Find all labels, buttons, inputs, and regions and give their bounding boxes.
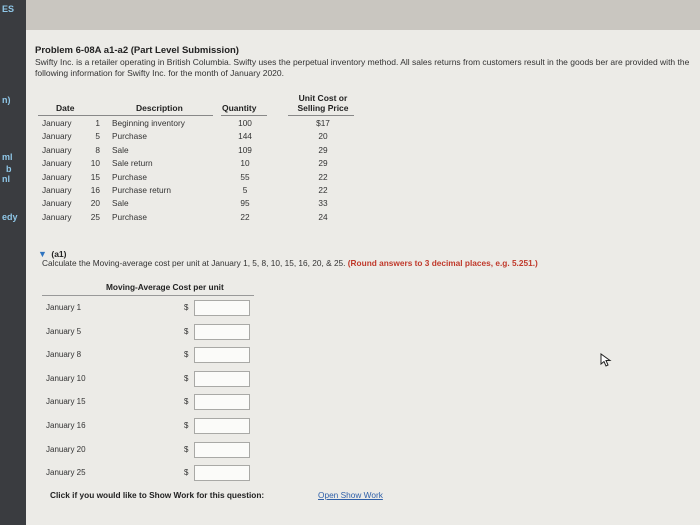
moving-average-cost-input[interactable] xyxy=(194,465,250,481)
moving-average-cost-input[interactable] xyxy=(194,347,250,363)
cell-day: 20 xyxy=(90,198,100,209)
cell-month: January xyxy=(42,118,72,128)
cell-month: January xyxy=(42,144,72,155)
cell-quantity: 55 xyxy=(240,171,250,182)
answer-row-label: January 20 xyxy=(46,444,86,454)
cell-quantity: 10 xyxy=(240,158,250,169)
currency-symbol: $ xyxy=(184,397,189,407)
cell-quantity: 95 xyxy=(240,198,250,209)
currency-symbol: $ xyxy=(184,421,189,430)
cell-quantity: 144 xyxy=(238,131,252,142)
cell-day: 8 xyxy=(95,144,100,155)
cell-day: 1 xyxy=(95,118,100,128)
sidebar-tag: ES xyxy=(2,4,15,14)
cell-price: 29 xyxy=(318,158,328,169)
rounding-note: (Round answers to 3 decimal places, e.g. 5.251.) xyxy=(347,258,538,268)
question-instruction xyxy=(42,258,538,268)
cell-description: Sale return xyxy=(112,158,153,169)
cell-day: 10 xyxy=(90,158,100,169)
mac-column-header: Moving-Average Cost per unit xyxy=(106,282,224,292)
cell-day: 25 xyxy=(90,211,100,222)
answer-row-label: January 25 xyxy=(46,468,86,478)
header-divider xyxy=(288,115,354,116)
cell-quantity: 100 xyxy=(238,118,252,128)
moving-average-cost-input[interactable] xyxy=(194,394,250,410)
sidebar-tag: nl xyxy=(2,174,10,184)
cell-description: Purchase xyxy=(112,131,148,142)
problem-title: Problem 6-08A a1-a2 (Part Level Submission) xyxy=(35,45,239,56)
sidebar-tag: edy xyxy=(2,212,18,222)
collapse-arrow-icon[interactable]: ▼ xyxy=(38,249,47,259)
cell-quantity: 109 xyxy=(238,144,252,155)
question-label: (a1) xyxy=(51,249,67,259)
cell-description: Purchase xyxy=(112,211,148,222)
col-header-date: Date xyxy=(56,103,75,113)
col-header-description: Description xyxy=(136,103,183,113)
sidebar-tag: b xyxy=(6,164,12,174)
currency-symbol: $ xyxy=(184,350,189,360)
header-divider xyxy=(38,115,213,116)
left-sidebar xyxy=(0,0,26,525)
currency-symbol: $ xyxy=(184,468,189,478)
cell-description: Sale xyxy=(112,144,129,155)
open-show-work-link[interactable]: Open Show Work xyxy=(318,490,383,500)
sidebar-tag: ml xyxy=(2,152,13,162)
instruction-text: Calculate the Moving-average cost per unit at January 1, 5, 8, 10, 15, 16, 20, & 25. xyxy=(42,258,346,268)
cell-price: $17 xyxy=(316,118,330,128)
col-header-selling-price: Selling Price xyxy=(297,103,349,113)
cell-month: January xyxy=(42,131,72,142)
currency-symbol: $ xyxy=(184,373,189,383)
currency-symbol: $ xyxy=(184,303,189,312)
mac-header-divider xyxy=(42,295,254,296)
cell-price: 22 xyxy=(318,171,328,182)
cell-price: 20 xyxy=(318,131,328,142)
sidebar-tag: n) xyxy=(2,95,11,105)
mouse-cursor-icon xyxy=(600,353,612,367)
cell-month: January xyxy=(42,198,72,209)
cell-quantity: 22 xyxy=(240,211,250,222)
cell-price: 22 xyxy=(318,185,328,195)
answer-row-label: January 15 xyxy=(46,397,86,407)
moving-average-cost-input[interactable] xyxy=(194,371,250,387)
cell-quantity: 5 xyxy=(242,185,248,195)
cell-description: Beginning inventory xyxy=(112,118,185,128)
currency-symbol: $ xyxy=(184,326,189,336)
cell-month: January xyxy=(42,158,72,169)
moving-average-cost-input[interactable] xyxy=(194,442,250,458)
cell-day: 5 xyxy=(95,131,100,142)
answer-row-label: January 1 xyxy=(46,303,82,312)
col-header-quantity: Quantity xyxy=(222,103,257,113)
cell-month: January xyxy=(42,171,72,182)
problem-page xyxy=(26,30,700,525)
problem-intro: Swifty Inc. is a retailer operating in British Columbia. Swifty uses the perpetual inventory method. All sales returns from customers result in the goods ber are provided with the following information for Swifty Inc. for the month of January 2020. xyxy=(35,57,690,78)
cell-description: Purchase return xyxy=(112,185,172,195)
cell-month: January xyxy=(42,185,72,195)
currency-symbol: $ xyxy=(184,444,189,454)
cell-description: Sale xyxy=(112,198,129,209)
cell-day: 15 xyxy=(90,171,100,182)
moving-average-cost-input[interactable] xyxy=(194,300,250,316)
cell-description: Purchase xyxy=(112,171,148,182)
moving-average-cost-input[interactable] xyxy=(194,418,250,434)
answer-row-label: January 10 xyxy=(46,373,86,383)
header-divider xyxy=(221,115,267,116)
cell-month: January xyxy=(42,211,72,222)
cell-price: 29 xyxy=(318,144,328,155)
answer-row-label: January 8 xyxy=(46,350,82,360)
top-bar xyxy=(26,0,700,30)
cell-day: 16 xyxy=(90,185,100,195)
answer-row-label: January 16 xyxy=(46,421,86,430)
show-work-prompt: Click if you would like to Show Work for this question: xyxy=(50,490,265,500)
answer-row-label: January 5 xyxy=(46,326,82,336)
cell-price: 24 xyxy=(318,211,328,222)
cell-price: 33 xyxy=(318,198,328,209)
col-header-unit-cost: Unit Cost or xyxy=(298,93,348,103)
moving-average-cost-input[interactable] xyxy=(194,324,250,340)
